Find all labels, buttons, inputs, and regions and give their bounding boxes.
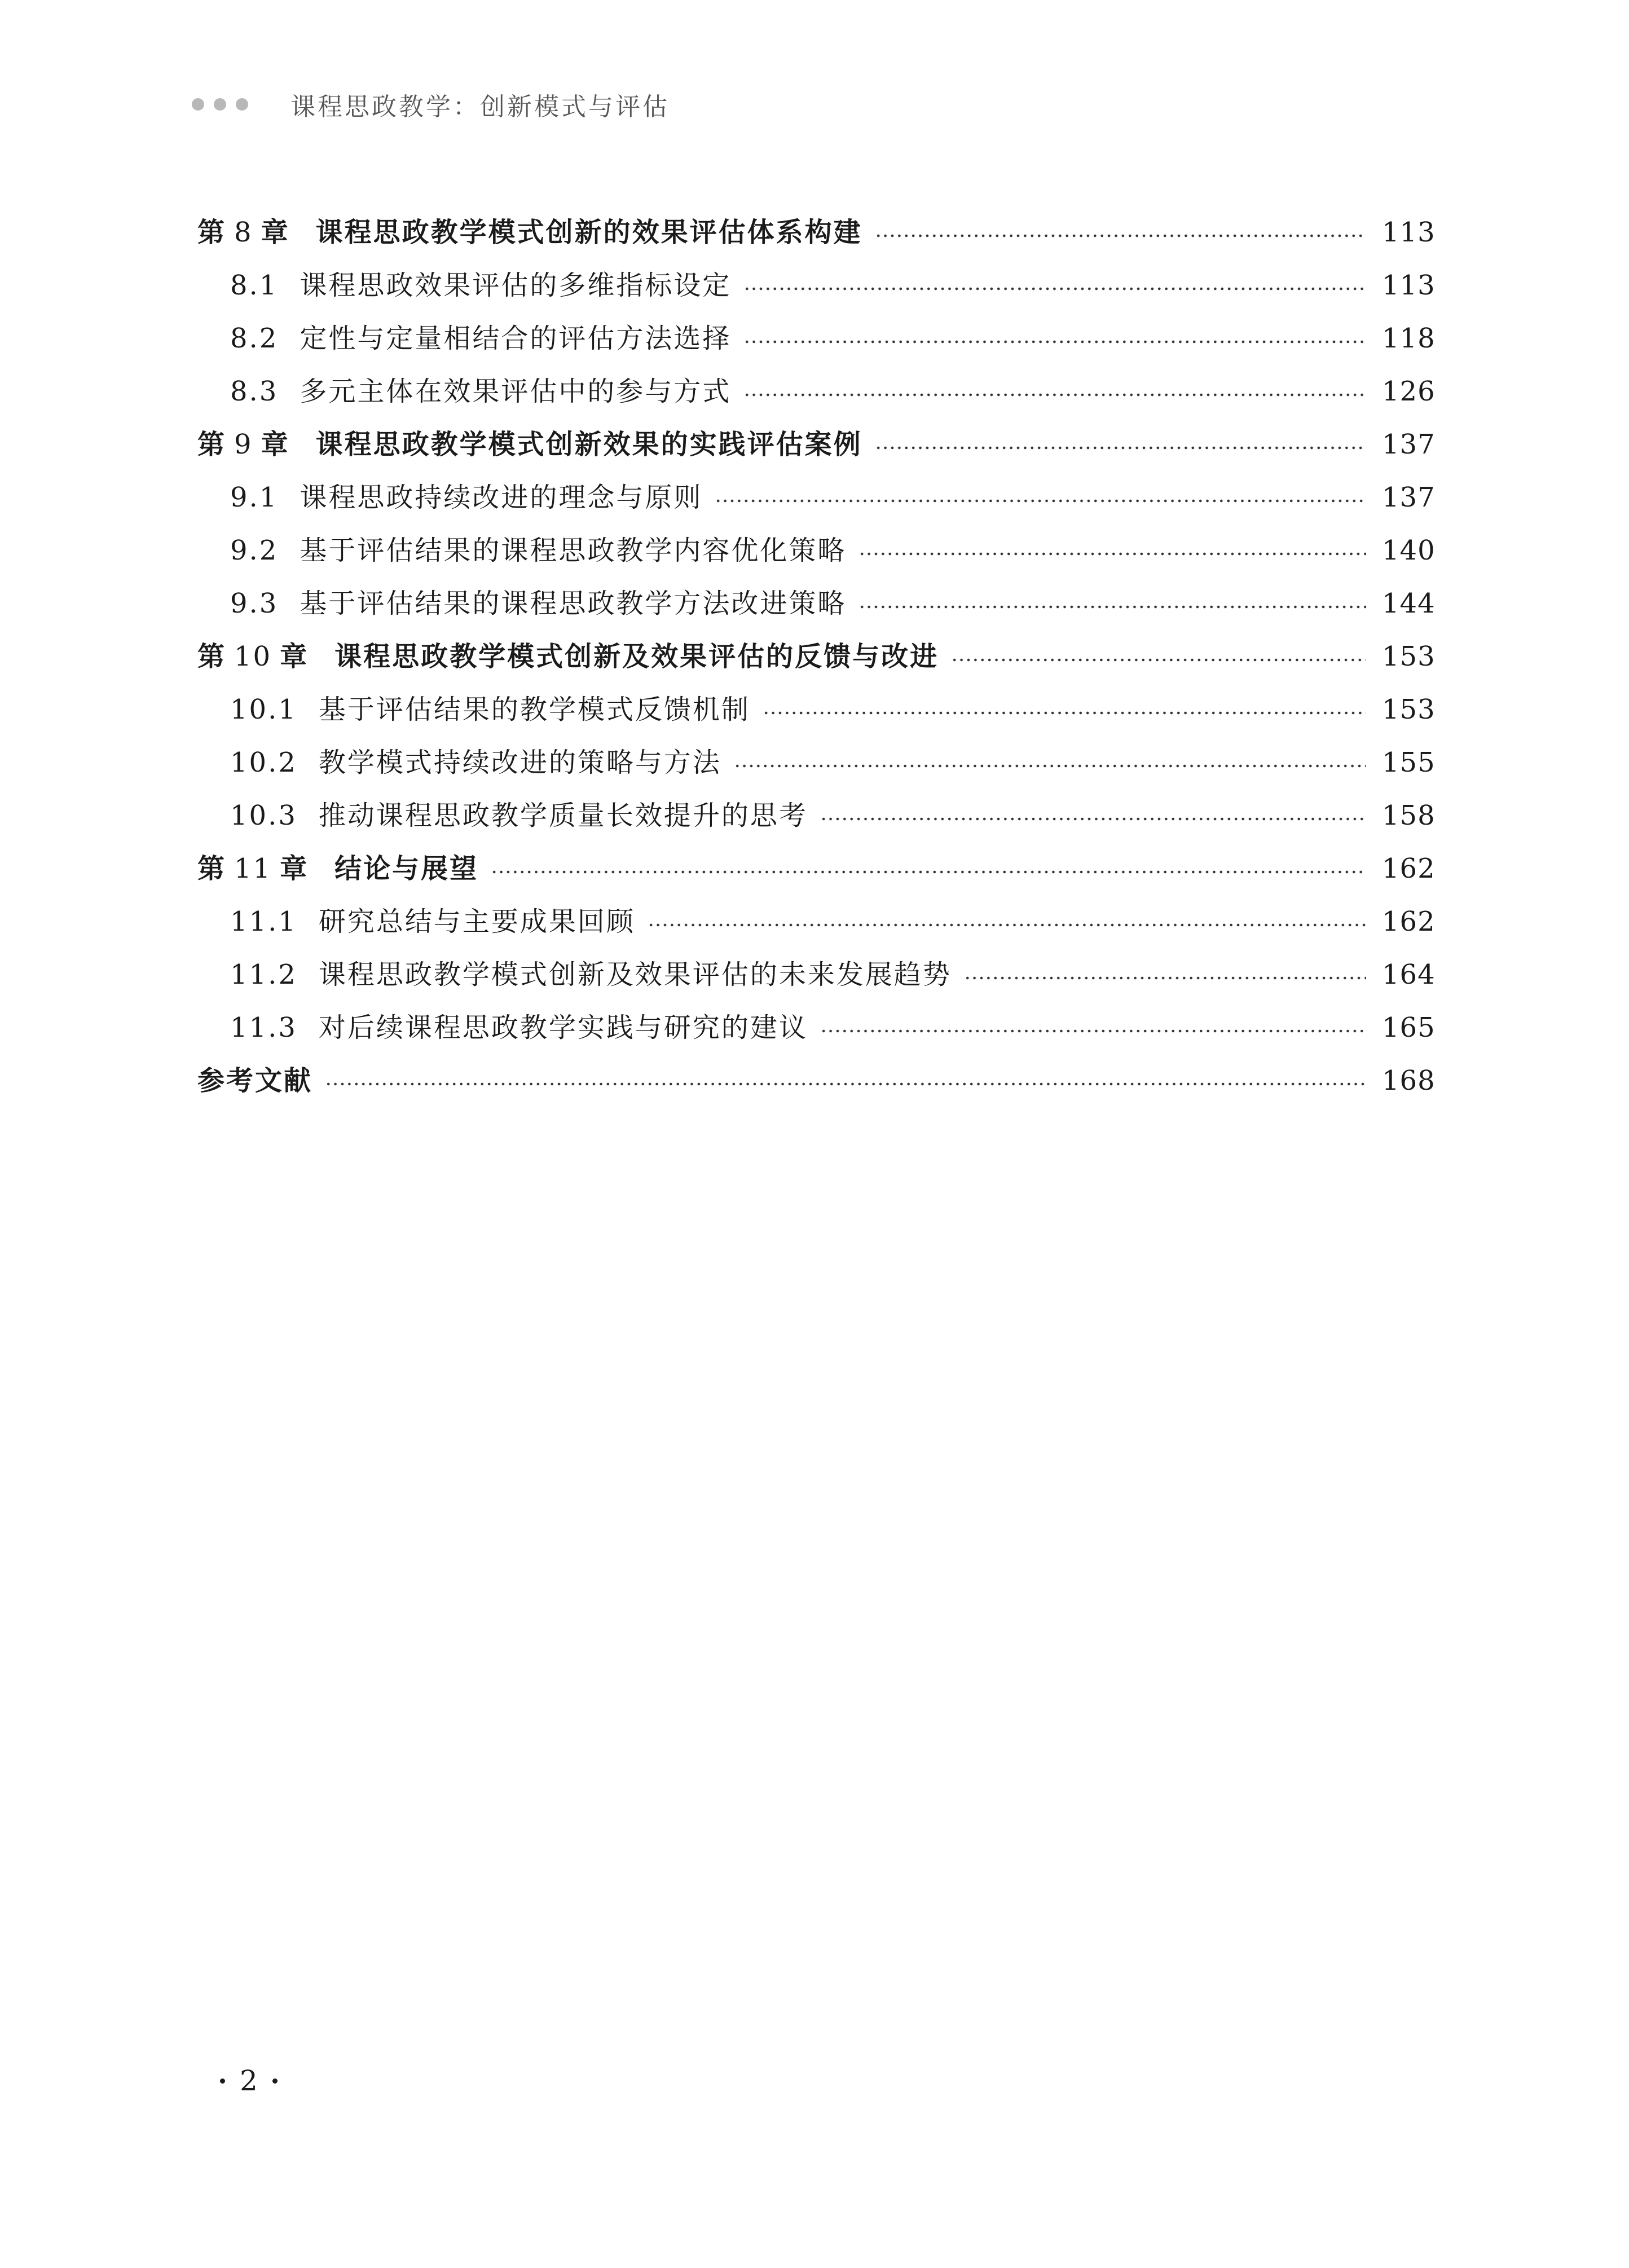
toc-chapter-entry[interactable] (197, 842, 1436, 895)
dot-leader (763, 711, 1366, 715)
chapter-number: 9 (234, 429, 253, 460)
toc-section-entry[interactable] (197, 683, 1436, 736)
dot-leader (820, 1029, 1366, 1033)
toc-page-number: 137 (1382, 429, 1436, 460)
toc-section-entry[interactable] (197, 365, 1436, 418)
toc-page-number: 113 (1382, 270, 1436, 301)
toc-page-number: 164 (1382, 959, 1436, 990)
dot-leader (964, 976, 1366, 980)
chapter-suffix: 章 (261, 429, 290, 460)
toc-entry-title: 课程思政教学模式创新及效果评估的反馈与改进 (334, 641, 939, 672)
dot-icon (214, 98, 226, 111)
toc-page-number: 118 (1382, 323, 1436, 354)
toc-entry-title: 参考文献 (197, 1065, 313, 1096)
chapter-suffix: 章 (261, 217, 290, 248)
dot-leader (875, 446, 1366, 450)
bullet-icon (220, 2078, 225, 2084)
toc-section-entry[interactable] (197, 259, 1436, 312)
toc-entry-title: 研究总结与主要成果回顾 (318, 906, 635, 937)
page-folio (220, 2064, 278, 2097)
toc-entry-title: 课程思政持续改进的理念与原则 (300, 482, 703, 513)
toc-section-entry[interactable] (197, 524, 1436, 577)
toc-chapter-entry[interactable] (197, 1054, 1436, 1107)
chapter-prefix: 第 (197, 429, 227, 460)
toc-chapter-entry[interactable] (197, 206, 1436, 259)
table-of-contents (197, 206, 1436, 1107)
toc-entry-number: 9.2 (230, 535, 279, 566)
toc-entry-number: 8.1 (230, 270, 279, 301)
toc-entry-title: 基于评估结果的课程思政教学方法改进策略 (300, 588, 847, 619)
toc-section-entry[interactable] (197, 577, 1436, 630)
chapter-number: 8 (234, 217, 253, 248)
toc-entry-number: 8.2 (230, 323, 279, 354)
chapter-suffix: 章 (280, 853, 309, 884)
toc-page-number: 153 (1382, 641, 1436, 672)
chapter-suffix: 章 (280, 641, 309, 672)
toc-entry-title: 课程思政教学模式创新效果的实践评估案例 (315, 429, 862, 460)
toc-entry-title: 基于评估结果的课程思政教学内容优化策略 (300, 535, 847, 566)
toc-entry-number: 11.2 (230, 959, 297, 990)
header-dots-ornament (192, 98, 258, 111)
toc-entry-number: 10.1 (230, 694, 297, 725)
toc-section-entry[interactable] (197, 1001, 1436, 1054)
bullet-icon (272, 2078, 278, 2084)
toc-section-entry[interactable] (197, 312, 1436, 365)
dot-leader (715, 499, 1366, 503)
chapter-prefix: 第 (197, 641, 227, 672)
chapter-prefix: 第 (197, 217, 227, 248)
running-header (192, 85, 670, 124)
toc-page-number: 162 (1382, 906, 1436, 937)
dot-leader (743, 287, 1366, 290)
toc-page-number: 153 (1382, 694, 1436, 725)
toc-entry-number: 11.1 (230, 906, 297, 937)
toc-page-number: 155 (1382, 747, 1436, 778)
toc-entry-number (197, 842, 309, 895)
toc-entry-number (197, 630, 309, 683)
dot-leader (743, 340, 1366, 343)
toc-section-entry[interactable] (197, 736, 1436, 789)
toc-section-entry[interactable] (197, 471, 1436, 524)
toc-entry-title: 推动课程思政教学质量长效提升的思考 (318, 800, 808, 831)
toc-entry-number (197, 418, 290, 471)
toc-page-number: 140 (1382, 535, 1436, 566)
page-number: 2 (240, 2064, 258, 2097)
chapter-number: 10 (234, 641, 272, 672)
toc-entry-number (197, 206, 290, 259)
dot-leader (951, 658, 1366, 662)
dot-leader (820, 817, 1366, 821)
toc-entry-title: 基于评估结果的教学模式反馈机制 (318, 694, 750, 725)
dot-leader (325, 1082, 1366, 1086)
toc-entry-title: 多元主体在效果评估中的参与方式 (300, 376, 732, 407)
toc-entry-title: 结论与展望 (334, 853, 479, 884)
toc-page-number: 144 (1382, 588, 1436, 619)
dot-leader (743, 393, 1366, 397)
dot-leader (875, 234, 1366, 237)
toc-entry-title: 课程思政教学模式创新及效果评估的未来发展趋势 (318, 959, 952, 990)
dot-leader (858, 552, 1366, 556)
toc-section-entry[interactable] (197, 789, 1436, 842)
toc-entry-number: 9.1 (230, 482, 279, 513)
chapter-prefix: 第 (197, 853, 227, 884)
dot-leader (858, 605, 1366, 609)
toc-entry-title: 对后续课程思政教学实践与研究的建议 (318, 1012, 808, 1043)
dot-icon (236, 98, 248, 111)
toc-section-entry[interactable] (197, 948, 1436, 1001)
toc-entry-number: 10.2 (230, 747, 297, 778)
toc-section-entry[interactable] (197, 895, 1436, 948)
dot-leader (648, 923, 1366, 927)
toc-entry-number: 9.3 (230, 588, 279, 619)
toc-entry-number: 10.3 (230, 800, 297, 831)
toc-page-number: 168 (1382, 1065, 1436, 1096)
toc-page-number: 113 (1382, 217, 1436, 248)
book-title: 课程思政教学：创新模式与评估 (290, 93, 670, 121)
toc-page-number: 126 (1382, 376, 1436, 407)
toc-page-number: 158 (1382, 800, 1436, 831)
toc-entry-number: 8.3 (230, 376, 279, 407)
toc-entry-title: 教学模式持续改进的策略与方法 (318, 747, 721, 778)
toc-page-number: 162 (1382, 853, 1436, 884)
dot-leader (734, 764, 1366, 768)
toc-entry-title: 课程思政效果评估的多维指标设定 (300, 270, 732, 301)
toc-entry-title: 定性与定量相结合的评估方法选择 (300, 323, 732, 354)
dot-leader (491, 870, 1366, 874)
chapter-number: 11 (234, 853, 272, 884)
toc-page-number: 137 (1382, 482, 1436, 513)
toc-entry-number: 11.3 (230, 1012, 297, 1043)
toc-chapter-entry[interactable] (197, 630, 1436, 683)
dot-icon (192, 98, 204, 111)
toc-page-number: 165 (1382, 1012, 1436, 1043)
toc-entry-title: 课程思政教学模式创新的效果评估体系构建 (315, 217, 862, 248)
toc-chapter-entry[interactable] (197, 418, 1436, 471)
